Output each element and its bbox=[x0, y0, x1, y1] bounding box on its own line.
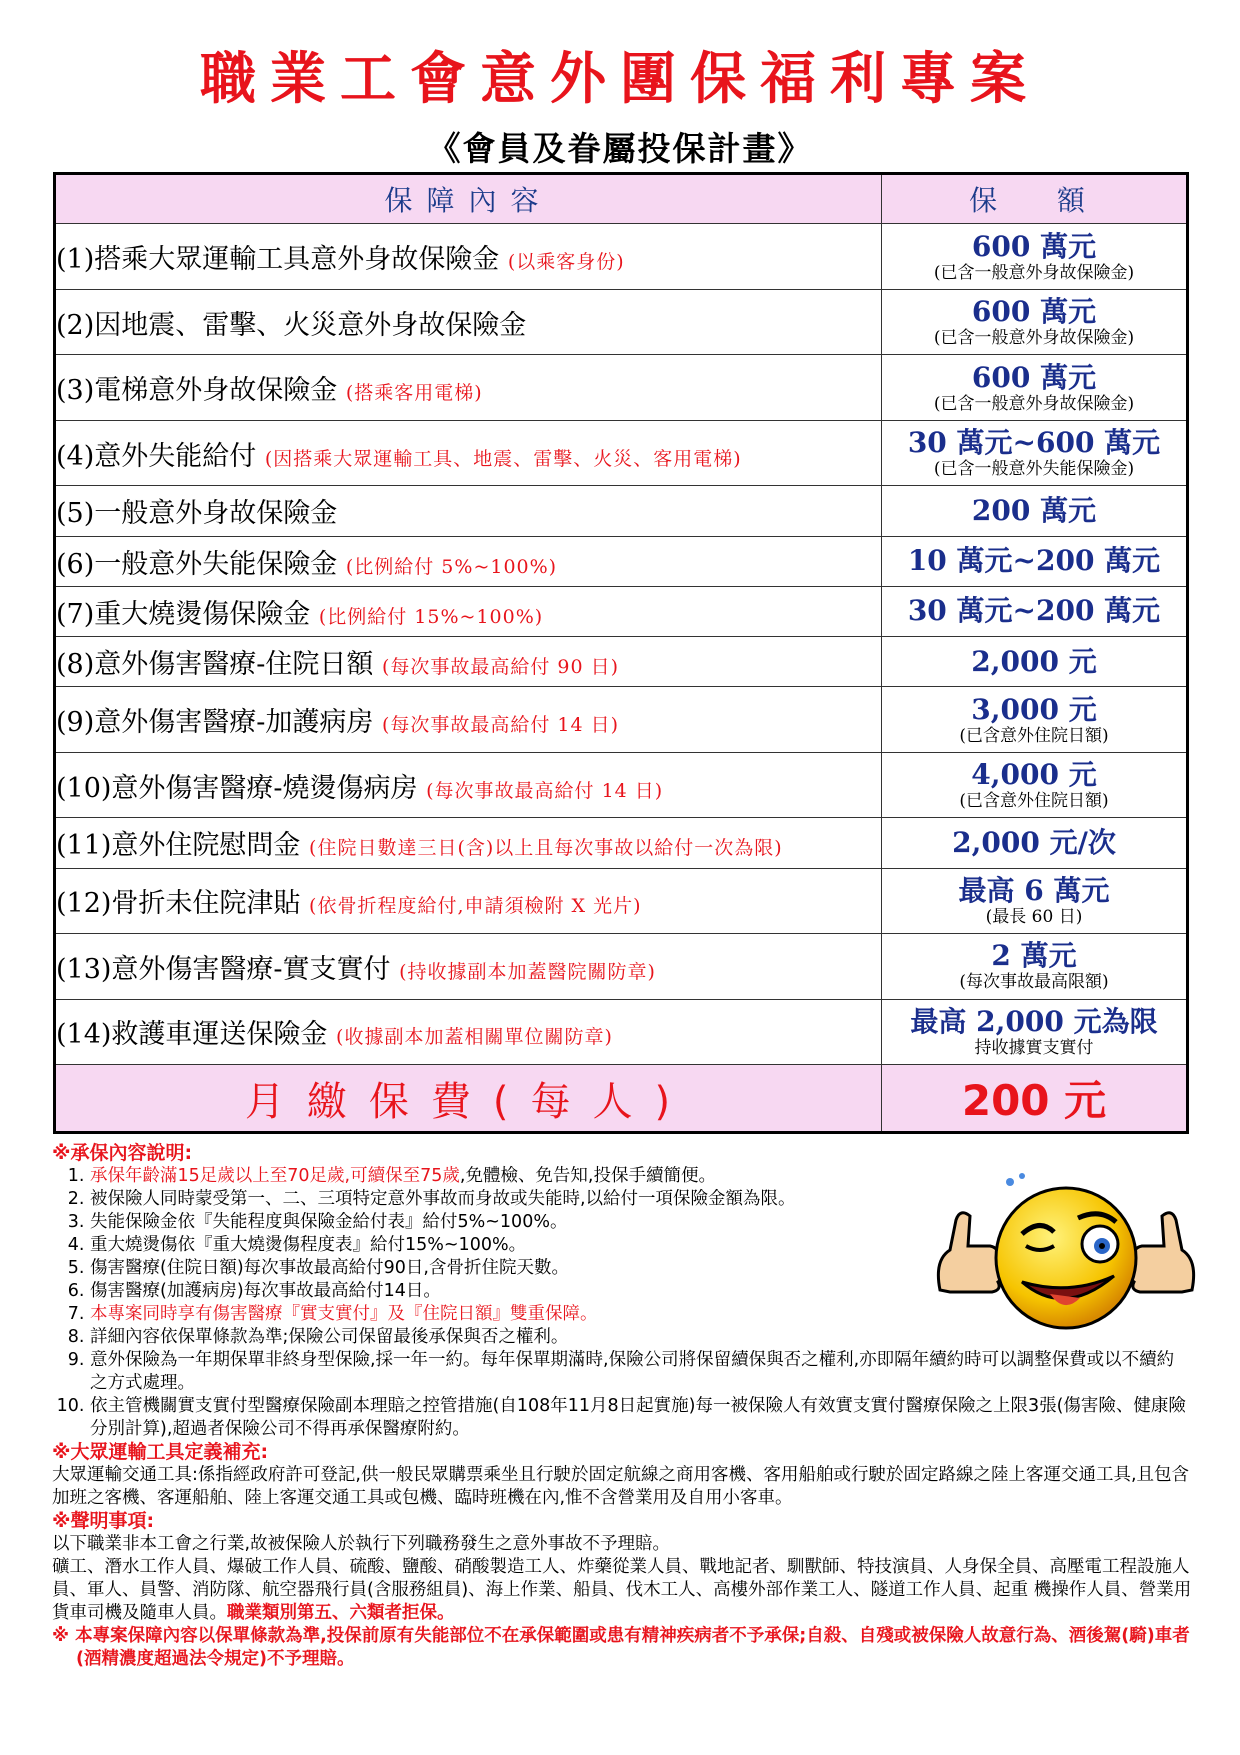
coverage-item-label: (13)意外傷害醫療-實支實付 bbox=[56, 953, 391, 985]
coverage-item bbox=[55, 420, 882, 486]
coverage-row bbox=[55, 420, 1188, 486]
coverage-amount-value: 2 萬元 bbox=[991, 939, 1077, 973]
statement-intro: 以下職業非本工會之行業,故被保險人於執行下列職務發生之意外事故不予理賠。 bbox=[52, 1534, 671, 1554]
transport-definition: 大眾運輸交通工具:係指經政府許可登記,供一般民眾購票乘坐且行駛於固定航線之商用客機、客用船舶或行駛於固定路線之陸上客運交通工具,且包含加班之客機、客運船舶、陸上客運交通工具或包機、臨時班機在內,惟不含營業用及自用小客車。 bbox=[52, 1465, 1190, 1508]
coverage-amount-note: (已含一般意外失能保險金) bbox=[933, 459, 1135, 480]
coverage-row bbox=[55, 999, 1188, 1065]
coverage-amount bbox=[882, 868, 1188, 934]
coverage-amount-value: 600 萬元 bbox=[971, 295, 1097, 329]
coverage-item bbox=[55, 289, 882, 355]
coverage-item bbox=[55, 752, 882, 818]
coverage-row bbox=[55, 536, 1188, 586]
coverage-item-label: (6)一般意外失能保險金 bbox=[56, 548, 338, 580]
fee-amount: 200 元 bbox=[882, 1065, 1188, 1133]
coverage-item-label: (5)一般意外身故保險金 bbox=[56, 498, 338, 530]
coverage-item-label: (7)重大燒燙傷保險金 bbox=[56, 598, 311, 630]
coverage-item bbox=[55, 536, 882, 586]
coverage-amount-note: (已含一般意外身故保險金) bbox=[933, 328, 1135, 349]
coverage-item-note: (每次事故最高給付 14 日) bbox=[381, 714, 620, 737]
coverage-item-note: (因搭乘大眾運輸工具、地震、雷擊、火災、客用電梯) bbox=[264, 447, 742, 470]
coverage-item-label: (4)意外失能給付 bbox=[56, 440, 257, 472]
coverage-item bbox=[55, 934, 882, 1000]
note-item-text: ,免體檢、免告知,投保手續簡便。 bbox=[459, 1166, 716, 1186]
coverage-row bbox=[55, 224, 1188, 290]
header-amount: 保 額 bbox=[882, 174, 1188, 224]
coverage-item bbox=[55, 224, 882, 290]
coverage-amount bbox=[882, 752, 1188, 818]
note-item-highlight: 承保年齡滿15足歲以上至70足歲,可續保至75歲 bbox=[90, 1166, 460, 1186]
coverage-rows bbox=[55, 224, 1188, 1065]
coverage-amount-value: 最高 2,000 元為限 bbox=[910, 1004, 1158, 1038]
coverage-amount-value: 4,000 元 bbox=[971, 758, 1097, 792]
note-item-text: 失能保險金依『失能程度與保險金給付表』給付5%~100%。 bbox=[90, 1212, 568, 1232]
coverage-amount-value: 2,000 元 bbox=[971, 644, 1097, 678]
coverage-item bbox=[55, 486, 882, 536]
note-item-text: 傷害醫療(加護病房)每次事故最高給付14日。 bbox=[90, 1281, 441, 1301]
coverage-item bbox=[55, 637, 882, 687]
coverage-amount-value: 30 萬元~200 萬元 bbox=[907, 594, 1161, 628]
coverage-amount-value: 2,000 元/次 bbox=[952, 825, 1116, 859]
note-item bbox=[90, 1303, 970, 1326]
note-item-text: 依主管機關實支實付型醫療保險副本理賠之控管措施(自108年11月8日起實施)每一被保險人有效實支實付醫療保險之上限3張(傷害險、健康險分別計算),超過者保險公司不得再承保醫療附約。 bbox=[90, 1396, 1186, 1439]
coverage-item bbox=[55, 999, 882, 1065]
coverage-amount bbox=[882, 818, 1188, 868]
final-disclaimer: ※ 本專案保障內容以保單條款為準,投保前原有失能部位不在承保範圍或患有精神疾病者不予承保;自殺、自殘或被保險人故意行為、酒後駕(騎)車者(酒精濃度超過法令規定)不予理賠。 bbox=[52, 1626, 1190, 1669]
coverage-row bbox=[55, 868, 1188, 934]
coverage-amount-note: (已含意外住院日額) bbox=[959, 791, 1109, 812]
note-item-highlight: 本專案同時享有傷害醫療『實支實付』及『住院日額』雙重保障。 bbox=[90, 1304, 598, 1324]
coverage-amount-value: 10 萬元~200 萬元 bbox=[907, 544, 1161, 578]
coverage-item-note: (比例給付 15%~100%) bbox=[318, 605, 544, 628]
notes-heading: ※承保內容說明: bbox=[52, 1142, 193, 1164]
fee-label: 月繳保費(每人) bbox=[55, 1065, 882, 1133]
note-item bbox=[90, 1188, 970, 1211]
note-item-text: 被保險人同時蒙受第一、二、三項特定意外事故而身故或失能時,以給付一項保險金額為限。 bbox=[90, 1189, 796, 1209]
coverage-item-note: (每次事故最高給付 14 日) bbox=[426, 779, 664, 802]
coverage-amount-value: 600 萬元 bbox=[971, 360, 1097, 394]
coverage-amount bbox=[882, 586, 1188, 636]
coverage-item bbox=[55, 818, 882, 868]
transport-heading: ※大眾運輸工具定義補充: bbox=[52, 1441, 269, 1463]
coverage-amount bbox=[882, 224, 1188, 290]
occupations-reject: 職業類別第五、六類者拒保。 bbox=[227, 1603, 455, 1623]
coverage-item-label: (2)因地震、雷擊、火災意外身故保險金 bbox=[56, 309, 527, 341]
note-item bbox=[90, 1211, 970, 1234]
coverage-row bbox=[55, 687, 1188, 753]
table-header-row bbox=[55, 174, 1188, 224]
coverage-amount-note: 持收據實支實付 bbox=[974, 1037, 1094, 1058]
coverage-item-note: (持收據副本加蓋醫院關防章) bbox=[399, 960, 656, 983]
coverage-amount-value: 30 萬元~600 萬元 bbox=[907, 426, 1161, 460]
coverage-amount-value: 3,000 元 bbox=[971, 692, 1097, 726]
coverage-amount bbox=[882, 687, 1188, 753]
coverage-item-note: (依骨折程度給付,申請須檢附 X 光片) bbox=[309, 895, 642, 918]
note-item-text: 詳細內容依保單條款為準;保險公司保留最後承保與否之權利。 bbox=[90, 1327, 569, 1347]
coverage-item-note: (住院日數達三日(含)以上且每次事故以給付一次為限) bbox=[309, 837, 783, 860]
coverage-amount-note: (已含一般意外身故保險金) bbox=[933, 262, 1135, 283]
coverage-row bbox=[55, 586, 1188, 636]
coverage-row bbox=[55, 355, 1188, 421]
note-item bbox=[90, 1395, 1190, 1441]
page-subtitle: 《會員及眷屬投保計畫》 bbox=[427, 129, 813, 168]
coverage-table bbox=[53, 172, 1189, 1134]
coverage-row bbox=[55, 637, 1188, 687]
coverage-item bbox=[55, 586, 882, 636]
coverage-amount bbox=[882, 999, 1188, 1065]
coverage-amount-note: (每次事故最高限額) bbox=[959, 972, 1109, 993]
note-item bbox=[90, 1165, 970, 1188]
notes-list bbox=[52, 1165, 1186, 1441]
coverage-item-label: (9)意外傷害醫療-加護病房 bbox=[56, 707, 374, 739]
coverage-item-note: (比例給付 5%~100%) bbox=[345, 555, 558, 578]
page-title: 職業工會意外團保福利專案 bbox=[200, 47, 1040, 112]
coverage-amount-value: 最高 6 萬元 bbox=[958, 873, 1110, 907]
note-item-text: 傷害醫療(住院日額)每次事故最高給付90日,含骨折住院天數。 bbox=[90, 1258, 569, 1278]
coverage-item-label: (3)電梯意外身故保險金 bbox=[56, 375, 338, 407]
coverage-amount-note: (已含意外住院日額) bbox=[959, 725, 1109, 746]
note-item bbox=[90, 1326, 970, 1349]
coverage-item-label: (10)意外傷害醫療-燒燙傷病房 bbox=[56, 772, 418, 804]
coverage-item bbox=[55, 868, 882, 934]
coverage-item-note: (收據副本加蓋相關單位關防章) bbox=[336, 1026, 613, 1049]
coverage-item-note: (每次事故最高給付 90 日) bbox=[381, 656, 620, 679]
coverage-amount bbox=[882, 355, 1188, 421]
occupations-text: 礦工、潛水工作人員、爆破工作人員、硫酸、鹽酸、硝酸製造工人、炸藥從業人員、戰地記者、馴獸師、特技演員、人身保全員、高壓電工程設施人員、軍人、員警、消防隊、航空器飛行員(含服務組員)、海上作業、船員、伐木工人、高樓外部作業工人、隧道工作人員、起重 機操作人員、營業用貨車司機及隨車人員。 bbox=[52, 1557, 1192, 1623]
coverage-item-label: (1)搭乘大眾運輸工具意外身故保險金 bbox=[56, 244, 500, 275]
coverage-row bbox=[55, 752, 1188, 818]
coverage-amount bbox=[882, 934, 1188, 1000]
coverage-amount-note: (最長 60 日) bbox=[985, 906, 1083, 927]
note-item-text: 重大燒燙傷依『重大燒燙傷程度表』給付15%~100%。 bbox=[90, 1235, 527, 1255]
coverage-item-note: (搭乘客用電梯) bbox=[345, 382, 483, 405]
coverage-item-label: (14)救護車運送保險金 bbox=[56, 1019, 328, 1051]
fee-row bbox=[55, 1065, 1188, 1133]
coverage-row bbox=[55, 486, 1188, 536]
coverage-amount bbox=[882, 486, 1188, 536]
coverage-amount bbox=[882, 637, 1188, 687]
coverage-item-label: (12)骨折未住院津貼 bbox=[56, 888, 301, 920]
coverage-amount bbox=[882, 420, 1188, 486]
note-item bbox=[90, 1280, 970, 1303]
header-coverage: 保障內容 bbox=[55, 174, 882, 224]
coverage-row bbox=[55, 289, 1188, 355]
coverage-item bbox=[55, 687, 882, 753]
note-item bbox=[90, 1349, 1190, 1395]
coverage-item bbox=[55, 355, 882, 421]
coverage-amount-value: 200 萬元 bbox=[971, 493, 1097, 527]
thumbs-up-smiley-icon bbox=[930, 1170, 1200, 1340]
coverage-amount-value: 600 萬元 bbox=[971, 229, 1097, 263]
coverage-item-label: (11)意外住院慰問金 bbox=[56, 830, 301, 862]
coverage-item-note: (以乘客身份) bbox=[507, 251, 625, 273]
coverage-row bbox=[55, 934, 1188, 1000]
note-item bbox=[90, 1234, 970, 1257]
note-item-text: 意外保險為一年期保單非終身型保險,採一年一約。每年保單期滿時,保險公司將保留續保與否之權利,亦即隔年續約時可以調整保費或以不續約之方式處理。 bbox=[90, 1350, 1175, 1393]
coverage-amount bbox=[882, 289, 1188, 355]
statement-heading: ※聲明事項: bbox=[52, 1510, 155, 1532]
coverage-item-label: (8)意外傷害醫療-住院日額 bbox=[56, 649, 374, 681]
coverage-row bbox=[55, 818, 1188, 868]
note-item bbox=[90, 1257, 970, 1280]
statement-occupations bbox=[52, 1556, 1202, 1625]
coverage-amount-note: (已含一般意外身故保險金) bbox=[933, 393, 1135, 414]
coverage-amount bbox=[882, 536, 1188, 586]
